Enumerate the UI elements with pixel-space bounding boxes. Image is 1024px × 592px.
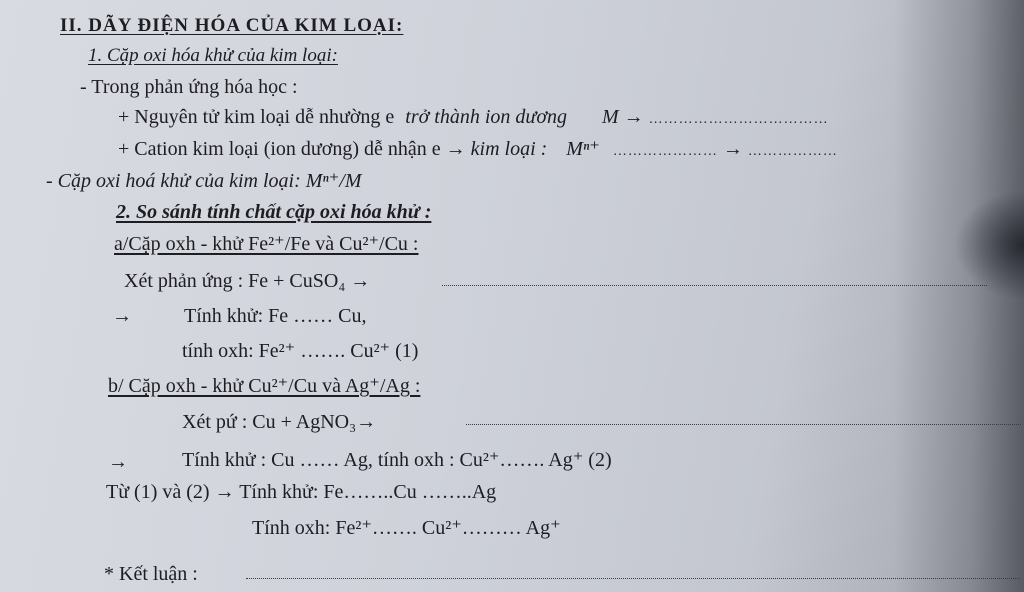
finger-shadow <box>954 190 1024 300</box>
subsection-1-title: 1. Cặp oxi hóa khử của kim loại: <box>88 45 338 66</box>
pair-definition: - Cặp oxi hoá khử của kim loại: Mⁿ⁺/M <box>46 170 362 192</box>
bullet-atom-dots: ……………………………… <box>648 112 829 127</box>
page-shadow <box>894 0 1024 592</box>
bullet-atom-formula: M → <box>602 106 644 128</box>
part-a-title: a/Cặp oxh - khử Fe²⁺/Fe và Cu²⁺/Cu : <box>114 233 419 255</box>
intro-line: - Trong phản ứng hóa học : <box>80 76 298 98</box>
bullet-cation-italic: kim loại : <box>470 138 548 160</box>
bullet-cation <box>118 139 838 159</box>
conclusion-oxidizing: Tính oxh: Fe²⁺……. Cu²⁺……… Ag⁺ <box>252 517 561 539</box>
bullet-cation-formula: Mⁿ⁺ <box>566 138 600 160</box>
part-a-reducing: Tính khử: Fe …… Cu, <box>184 305 367 327</box>
part-b-reaction: Xét pứ : Cu + AgNO₃→ <box>182 411 377 433</box>
bullet-atom-italic: trở thành ion dương <box>405 106 567 128</box>
bullet-atom <box>118 107 829 127</box>
part-a-oxidizing: tính oxh: Fe²⁺ ……. Cu²⁺ (1) <box>182 340 419 362</box>
conclusion-label: * Kết luận : <box>104 563 198 585</box>
part-a-reaction: Xét phản ứng : Fe + CuSO₄ → <box>124 270 371 292</box>
bullet-cation-text: + Cation kim loại (ion dương) dễ nhận e → <box>118 138 466 160</box>
conclusion-answer-line <box>246 578 1020 579</box>
part-b-title: b/ Cặp oxh - khử Cu²⁺/Cu và Ag⁺/Ag : <box>108 375 421 397</box>
part-b-arrow: → <box>108 451 128 473</box>
part-a-arrow: → <box>112 305 132 327</box>
bullet-atom-text: + Nguyên tử kim loại dễ nhường e <box>118 106 395 128</box>
subsection-2-title: 2. So sánh tính chất cặp oxi hóa khử : <box>116 201 432 223</box>
bullet-cation-dots-2: ……………… <box>747 144 838 159</box>
conclusion-reducing: Từ (1) và (2) → Tính khử: Fe……..Cu ……..Ag <box>106 481 497 503</box>
part-b-compare: Tính khử : Cu …… Ag, tính oxh : Cu²⁺……. Ag⁺ (2) <box>182 449 612 471</box>
part-b-answer-line <box>466 424 1021 425</box>
part-a-answer-line <box>442 285 987 286</box>
bullet-cation-arrow: → <box>722 138 743 160</box>
bullet-cation-dots-1: ………………… <box>612 144 718 159</box>
section-title: II. DÃY ĐIỆN HÓA CỦA KIM LOẠI: <box>60 15 404 36</box>
